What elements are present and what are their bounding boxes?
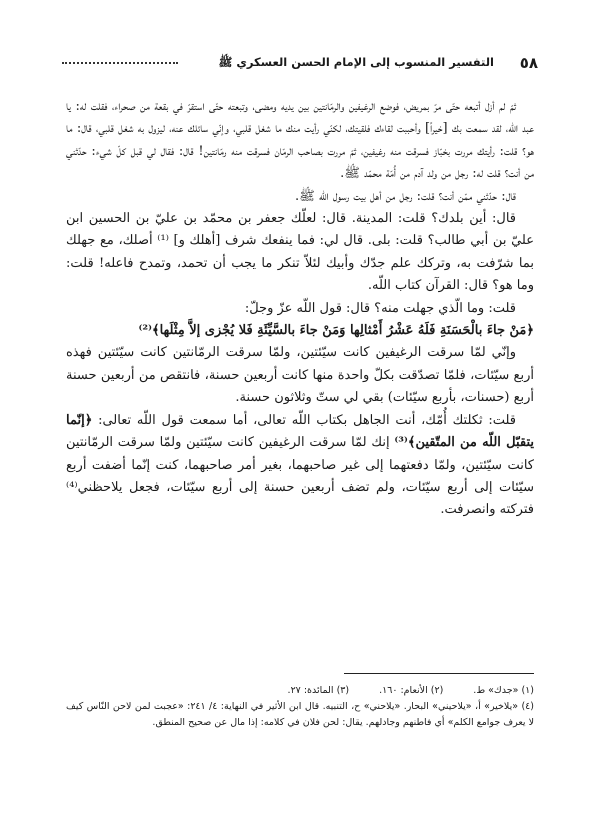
footnote-4: (٤) «يلاخير» أ، «يلاحيني» البحار. «يلاحني» ح، التنبيه. قال ابن الأثير في النهاية: ٤/ ٢٤١: «عجبت لمن لاحن النّاس كيف لا يعرف جوامع الكلم» أي فاطنهم وجادلهم. يقال: لحن فلان في كلامه: إذا مال عن صحيح المنطق. bbox=[66, 701, 534, 728]
footnote-2: (٢) الأنعام: ١٦٠. bbox=[379, 685, 444, 696]
paragraph-3: قال: أين بلدك؟ قلت: المدينة. قال: لعلّك جعفر بن محمّد بن عليّ بن الحسين ابن عليّ بن أبي طالب؟ قلت: بلى. قال لي: فما ينفعك شرف [أهلك و] ⁽¹⁾ أصلك، مع جهلك بما شرّفت به، وتركك علم جدّك وأبيك لئلاّ تنكر ما يجب أن تحمد، وتمدح فاعله! قلت: وما هو؟ قال: القرآن كتاب اللّه. bbox=[66, 211, 534, 294]
paragraph-4: قلت: وما الّذي جهلت منه؟ قال: قول اللّه عزّ وجلّ: bbox=[244, 300, 516, 316]
paragraph-6 bbox=[66, 410, 534, 522]
paragraph-1: ثمّ لم أزل أتبعه حتّى مرّ بمريض، فوضع الرغيفين والرمّانتين بين يديه ومضى، وتبعته حتّى استقرّ في بقعة من صحراء، فقلت له: يا عبد اللّه، لقد سمعت بك [خيراً] وأحببت لقاءك فلقيتك، لكنّي رأيت منك ما شغل قلبي، وإنّي سائلك عنه، ليزول به شغل قلبي، قال: ما هو؟ قلت: رأيتك مررت بخبّاز فسرقت منه رغيفين، ثمّ مررت بصاحب الرمّان فسرقت منه رمّانتين! قال: فقال لي قبل كلّ شيء: حدّثني من أنت؟ قلت له: رجل من ولد آدم من أُمّة محمّد ﷺ. bbox=[66, 99, 534, 182]
page-number: ٥٨ bbox=[519, 54, 538, 72]
footnote-row bbox=[66, 683, 534, 699]
paragraph-6-rest: إنك لمّا سرقت الرغيفين كانت سيّئتين ولمّا سرقت الرمّانتين كانت سيّئتين، ولمّا دفعتهما إلى غير صاحبهما، بغير أمر صاحبهما، كنت إنّما أضفت أربع سيّئات إلى أربع سيّئات، ولم تضف أربعين حسنة إلى أربع سيّئات، فجعل يلاحظني⁽⁴⁾ فتركته وانصرفت. bbox=[66, 435, 534, 518]
paragraph-5: وإنّي لمّا سرقت الرغيفين كانت سيّئتين، ولمّا سرقت الرمّانتين كانت سيّئتين فهذه أربع سيّئات، فلمّا تصدّقت بكلّ واحدة منها كانت أربعين حسنة، فانتقص من أربعين حسنة أربع (حسنات، بأربع سيّئات) بقي لي ستّ وثلاثون حسنة. bbox=[66, 345, 534, 406]
footnote-3: (٣) المائدة: ٢٧. bbox=[287, 685, 350, 696]
header-dotted-rule bbox=[62, 62, 178, 64]
footnote-1: (١) «جدك» ط. bbox=[473, 685, 534, 696]
paragraph-2: قال: حدّثني ممّن أنت؟ قلت: رجل من أهل بيت رسول اللّه ﷺ. bbox=[295, 188, 516, 204]
main-text bbox=[66, 96, 534, 522]
quran-verse-1: ﴿مَنْ جاءَ بالْحَسَنَةِ فَلَهُ عَشْرُ أَمْثالِها وَمَنْ جاءَ بالسَّيِّئَةِ فَلا يُجْزى إلاَّ مِثْلَها﴾⁽²⁾ bbox=[138, 323, 534, 339]
footnotes bbox=[66, 683, 534, 731]
page-header bbox=[62, 50, 538, 76]
running-title: التفسير المنسوب إلى الإمام الحسن العسكري ﷺ bbox=[218, 55, 494, 69]
paragraph-6-start: قلت: ثكلتك أُمّك، أنت الجاهل بكتاب اللّه تعالى، أما سمعت قول اللّه تعالى: bbox=[98, 412, 516, 428]
footnote-separator bbox=[344, 673, 534, 674]
quran-verse-2: ﴿إنّما يتقبّل اللّه من المتّقين﴾⁽³⁾ bbox=[66, 412, 534, 451]
